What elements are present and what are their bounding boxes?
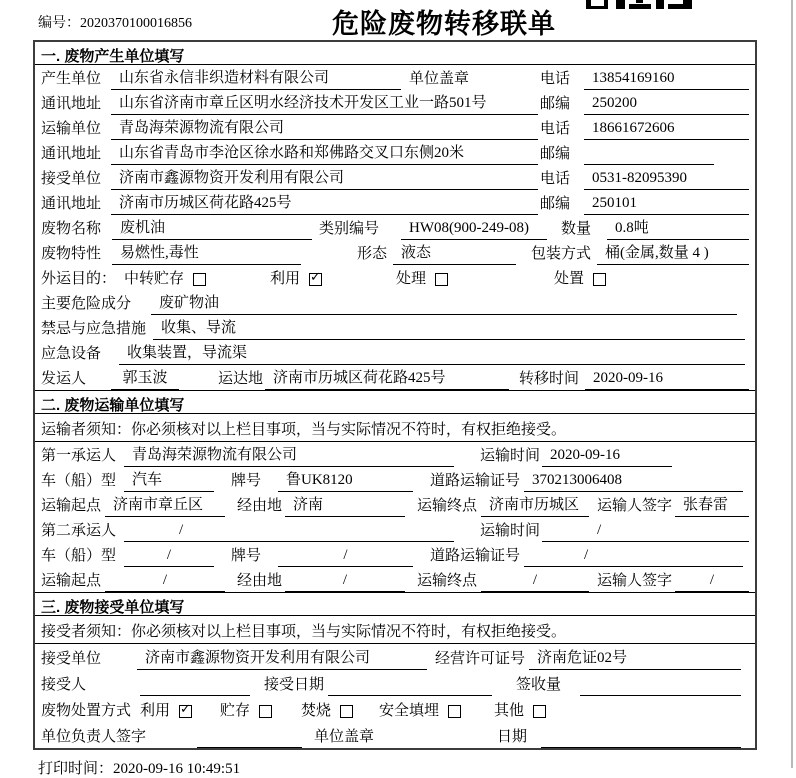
receiver-notice: [35, 616, 755, 644]
packing-label: 包装方式: [531, 246, 592, 262]
qr-code-partial-icon: [586, 0, 700, 10]
manifest-form: [33, 40, 757, 750]
checkbox-other: [533, 705, 546, 718]
origin-value: 济南市章丘区: [105, 493, 225, 517]
category-code-value: HW08(900-249-08): [401, 220, 547, 240]
address-label: 通讯地址: [41, 96, 102, 112]
row-transporter-address: [35, 140, 755, 165]
serial-label: 编号：: [38, 16, 80, 31]
receiver-address-value: 济南市历城区荷花路425号: [111, 191, 538, 215]
via-label: 经由地: [237, 573, 283, 589]
accept-date-value: [328, 693, 492, 696]
responsible-signature-label: 单位负责人签字: [41, 729, 147, 745]
option-label: 利用: [270, 271, 301, 287]
serial-value: 2020370100016856: [80, 16, 192, 31]
second-carrier-label: 第二承运人: [41, 523, 117, 539]
date-value: [541, 745, 741, 748]
accepting-unit-label: 接受单位: [41, 651, 102, 667]
receiver-notice-text: 接受者须知：你必须核对以上栏目事项，当与实际情况不符时，有权拒绝接受。: [41, 624, 567, 640]
purpose-option-treat: [396, 267, 554, 290]
phone-label: 电话: [540, 121, 571, 137]
receiver-unit-value: 济南市鑫源物资开发利用有限公司: [111, 166, 538, 190]
checkbox-utilize: [309, 273, 322, 286]
checkbox-incinerate: [340, 705, 353, 718]
endpoint-value: 济南市历城区: [481, 493, 589, 517]
emergency-measures-label: 禁忌与应急措施: [41, 321, 147, 337]
row-route-1: [35, 492, 755, 517]
section1-title: 一. 废物产生单位填写: [35, 42, 755, 65]
via-value: /: [285, 572, 405, 592]
row-vehicle-1: [35, 467, 755, 492]
transporter-unit-value: 青岛海荣源物流有限公司: [111, 116, 538, 140]
disposal-option-utilize: [140, 699, 220, 722]
purpose-option-dispose: [554, 267, 606, 290]
checkbox-landfill: [448, 705, 461, 718]
via-label: 经由地: [237, 498, 283, 514]
accepting-unit-value: 济南市鑫源物资开发利用有限公司: [137, 646, 427, 670]
row-vehicle-2: [35, 542, 755, 567]
checkbox-utilize: [179, 705, 192, 718]
road-permit-label: 道路运输证号: [430, 473, 521, 489]
row-disposal-method: [35, 696, 755, 722]
hazard-component-value: 废矿物油: [151, 291, 737, 315]
road-permit-value: /: [524, 547, 743, 567]
plate-label: 牌号: [231, 473, 262, 489]
carrier-signature-value: 张春雷: [675, 493, 749, 517]
road-permit-label: 道路运输证号: [430, 548, 521, 564]
section-producer: [35, 42, 755, 390]
disposal-option-store: [220, 699, 301, 722]
responsible-signature-value: [197, 745, 302, 748]
row-producer-unit: [35, 65, 755, 90]
received-quantity-value: [580, 693, 741, 696]
waste-property-value: 易燃性,毒性: [112, 241, 301, 265]
receiver-zip-value: 250101: [584, 195, 749, 215]
business-permit-label: 经营许可证号: [435, 651, 526, 667]
section-transport: [35, 390, 755, 592]
transporter-phone-value: 18661672606: [584, 120, 749, 140]
accept-date-label: 接受日期: [264, 677, 325, 693]
serial-number: [38, 12, 192, 32]
vehicle-type-value: 汽车: [124, 468, 214, 492]
acceptor-value: [140, 693, 250, 696]
second-carrier-value: /: [124, 522, 454, 542]
print-time-value: 2020-09-16 10:49:51: [113, 761, 241, 777]
option-label: 处理: [396, 271, 427, 287]
row-second-carrier: [35, 517, 755, 542]
emergency-equipment-value: 收集装置，导流渠: [119, 341, 745, 365]
acceptor-label: 接受人: [41, 677, 87, 693]
section-receive: [35, 592, 755, 748]
receiver-phone-value: 0531-82095390: [584, 170, 749, 190]
document-header: [0, 0, 796, 40]
vehicle-type-label: 车（船）型: [41, 473, 117, 489]
row-first-carrier: [35, 442, 755, 467]
row-waste-name: [35, 215, 755, 240]
producer-address-value: 山东省济南市章丘区明水经济技术开发区工业一路501号: [111, 91, 538, 115]
plate-value: 鲁UK8120: [278, 468, 413, 492]
transporter-address-value: 山东省青岛市李沧区徐水路和郑佛路交叉口东侧20米: [111, 141, 538, 165]
waste-property-label: 废物特性: [41, 246, 102, 262]
category-code-label: 类别编号: [319, 221, 380, 237]
destination-value: 济南市历城区荷花路425号: [265, 366, 509, 390]
print-time-label: 打印时间：: [38, 761, 114, 777]
section3-title: 三. 废物接受单位填写: [35, 593, 755, 616]
transfer-time-value: 2020-09-16: [585, 370, 749, 390]
form-state-label: 形态: [357, 246, 388, 262]
purpose-label: 外运目的：: [41, 271, 117, 287]
option-label: 中转贮存: [124, 271, 185, 287]
receiver-unit-label: 接受单位: [41, 171, 102, 187]
disposal-option-incinerate: [301, 699, 379, 722]
option-label: 焚烧: [301, 703, 332, 719]
quantity-value: 0.8吨: [607, 216, 749, 240]
transport-time-label: 运输时间: [480, 448, 541, 464]
address-label: 通讯地址: [41, 196, 102, 212]
transport-time-label: 运输时间: [480, 523, 541, 539]
phone-label: 电话: [540, 171, 571, 187]
producer-unit-label: 产生单位: [41, 71, 102, 87]
zip-label: 邮编: [540, 146, 571, 162]
disposal-option-other: [494, 699, 546, 722]
document-title: 危险废物转移联单: [332, 9, 556, 39]
date-label: 日期: [497, 729, 528, 745]
transfer-time-label: 转移时间: [519, 371, 580, 387]
row-route-2: [35, 567, 755, 592]
endpoint-label: 运输终点: [417, 498, 478, 514]
business-permit-value: 济南危证02号: [529, 646, 741, 670]
producer-unit-value: 山东省永信非织造材料有限公司: [111, 66, 401, 90]
via-value: 济南: [285, 493, 405, 517]
disposal-option-landfill: [379, 699, 494, 722]
row-responsible-signature: [35, 722, 755, 748]
road-permit-value: 370213006408: [524, 472, 743, 492]
origin-label: 运输起点: [41, 498, 102, 514]
origin-label: 运输起点: [41, 573, 102, 589]
producer-zip-value: 250200: [584, 95, 749, 115]
row-transfer-purpose: [35, 265, 755, 290]
waste-name-value: 废机油: [112, 216, 312, 240]
shipper-label: 发运人: [41, 371, 87, 387]
emergency-measures-value: 收集、导流: [153, 316, 745, 340]
address-label: 通讯地址: [41, 146, 102, 162]
origin-value: /: [105, 572, 225, 592]
transporter-unit-label: 运输单位: [41, 121, 102, 137]
row-emergency-equipment: [35, 340, 755, 365]
checkbox-dispose: [593, 273, 606, 286]
transport-time-value: 2020-09-16: [542, 447, 672, 467]
quantity-label: 数量: [561, 221, 592, 237]
vehicle-type-value: /: [124, 547, 214, 567]
row-receiver-address: [35, 190, 755, 215]
carrier-signature-label: 运输人签字: [597, 573, 673, 589]
hazard-component-label: 主要危险成分: [41, 296, 132, 312]
checkbox-transfer-storage: [193, 273, 206, 286]
producer-phone-value: 13854169160: [584, 70, 749, 90]
row-acceptor: [35, 670, 755, 696]
row-receiver-unit: [35, 165, 755, 190]
row-shipper: [35, 365, 755, 390]
purpose-option-utilize: [270, 267, 396, 290]
form-state-value: 液态: [393, 241, 516, 265]
first-carrier-value: 青岛海荣源物流有限公司: [124, 443, 454, 467]
transporter-notice-text: 运输者须知：你必须核对以上栏目事项，当与实际情况不符时，有权拒绝接受。: [41, 422, 567, 438]
received-quantity-label: 签收量: [516, 677, 562, 693]
section2-title: 二. 废物运输单位填写: [35, 391, 755, 414]
shipper-value: 郭玉波: [111, 366, 179, 390]
transport-time-value: /: [542, 522, 749, 542]
option-label: 其他: [494, 703, 525, 719]
row-accepting-unit: [35, 644, 755, 670]
disposal-method-label: 废物处置方式: [41, 703, 132, 719]
option-label: 安全填埋: [379, 703, 440, 719]
option-label: 利用: [140, 703, 171, 719]
first-carrier-label: 第一承运人: [41, 448, 117, 464]
transporter-notice: [35, 414, 755, 442]
zip-label: 邮编: [540, 196, 571, 212]
option-label: 处置: [554, 271, 585, 287]
plate-value: /: [278, 547, 413, 567]
row-transporter-unit: [35, 115, 755, 140]
option-label: 贮存: [220, 703, 251, 719]
checkbox-store: [259, 705, 272, 718]
carrier-signature-label: 运输人签字: [597, 498, 673, 514]
unit-stamp-label: 单位盖章: [409, 71, 470, 87]
row-hazard-component: [35, 290, 755, 315]
page-right-edge: [791, 0, 793, 768]
checkbox-treat: [435, 273, 448, 286]
emergency-equipment-label: 应急设备: [41, 346, 102, 362]
carrier-signature-value: /: [675, 572, 749, 592]
plate-label: 牌号: [231, 548, 262, 564]
unit-stamp-label: 单位盖章: [314, 729, 375, 745]
row-waste-property: [35, 240, 755, 265]
row-producer-address: [35, 90, 755, 115]
waste-name-label: 废物名称: [41, 221, 102, 237]
packing-value: 桶(金属,数量 4 ): [597, 241, 749, 265]
purpose-option-transfer-storage: [124, 267, 270, 290]
phone-label: 电话: [540, 71, 571, 87]
vehicle-type-label: 车（船）型: [41, 548, 117, 564]
endpoint-label: 运输终点: [417, 573, 478, 589]
zip-label: 邮编: [540, 96, 571, 112]
row-emergency-measures: [35, 315, 755, 340]
endpoint-value: /: [481, 572, 589, 592]
transporter-zip-value: [584, 162, 714, 165]
destination-label: 运达地: [218, 371, 264, 387]
